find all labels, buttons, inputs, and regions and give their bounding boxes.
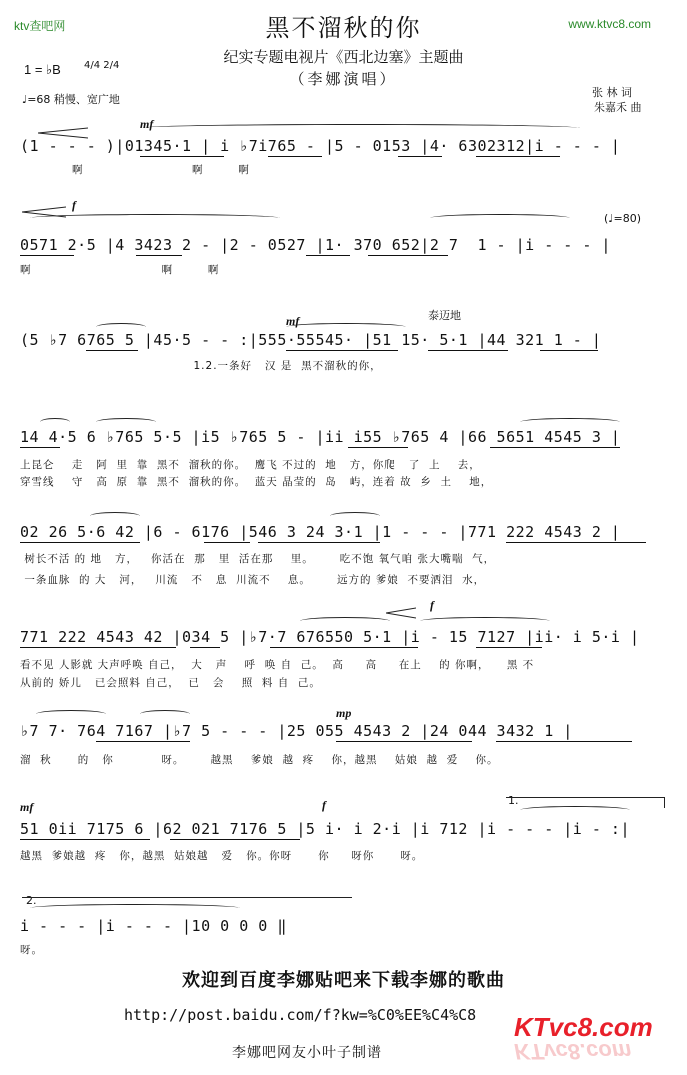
notation-row-1: (1 - - - )|01345·1 | i ♭7i765 - |5 - 0153 |4· 6302312|i - - - |: [20, 137, 621, 155]
notation-row-2: 0571 2·5 |4 3423 2 - |2 - 0527 |1· 370 652|2 7 1 - |i - - - |: [20, 236, 611, 254]
beam-underline: [268, 156, 322, 157]
score-maker-credit: 李娜吧网友小叶子制谱: [232, 1045, 382, 1061]
beam-underline: [476, 647, 542, 648]
beam-underline: [140, 156, 224, 157]
beam-underline: [490, 447, 620, 448]
composer-credit: 朱嘉禾 曲: [594, 101, 642, 114]
site-watermark-left: ktv查吧网: [14, 19, 66, 33]
dynamic-f: f: [322, 798, 326, 812]
phrase-slur: [420, 617, 550, 625]
dynamic-mp: mp: [336, 706, 352, 720]
beam-underline: [96, 741, 190, 742]
phrase-slur: [430, 214, 570, 222]
beam-underline: [20, 447, 60, 448]
beam-underline: [170, 839, 300, 840]
tie-slur: [96, 323, 146, 331]
lyric-row-3: 1.2.一条好 汉 是 黑不溜秋的你，: [20, 360, 382, 372]
phrase-slur: [286, 323, 406, 331]
tempo-change: (♩=80): [604, 212, 641, 225]
beam-underline: [348, 447, 408, 448]
tie-slur: [96, 418, 156, 426]
ktvc8-logo-reflection: KTvc8.com: [514, 1039, 632, 1064]
tie-slur: [40, 418, 70, 426]
dynamic-mf: mf: [140, 117, 154, 131]
lyric-row-5a: 树长不活 的 地 方， 你活在 那 里 活在那 里。 吃不饱 氧气咱 张大嘴喘 气，: [20, 553, 496, 565]
beam-underline: [20, 647, 176, 648]
notation-row-8: 51 0ii 7175 6 |62 021 7176 5 |5 i· i 2·i |i 712 |i - - - |i - :|: [20, 820, 630, 838]
baidu-url[interactable]: http://post.baidu.com/f?kw=%C0%EE%C4%C8: [124, 1006, 477, 1024]
lyric-row-1: 啊 啊 啊: [20, 164, 250, 176]
beam-underline: [86, 350, 138, 351]
beam-underline: [286, 350, 398, 351]
lyric-row-5b: 一条血脉 的 大 河， 川流 不 息 川流不 息。 远方的 爹娘 不要洒泪 水，: [20, 574, 486, 586]
phrase-slur: [140, 124, 580, 132]
ktvc8-logo: KTvc8.com: [514, 1012, 653, 1042]
dynamic-mf: mf: [20, 800, 34, 814]
lyric-row-6b: 从前的 娇儿 已会照料 自己， 已 会 照 料 自 己。: [20, 677, 321, 689]
phrase-slur: [30, 904, 240, 912]
volta-2: 2.: [26, 894, 37, 907]
crescendo-hairpin: [386, 604, 416, 616]
phrase-slur: [30, 214, 280, 222]
notation-row-3: (5 ♭7 6765 5 |45·5 - - :|555·55545· |51 15· 5·1 |44 321 1 - |: [20, 331, 602, 349]
time-signature: 4/4 2/4: [84, 60, 120, 71]
beam-underline: [190, 647, 220, 648]
site-watermark-right: www.ktvc8.com: [568, 17, 651, 31]
lyric-row-4b: 穿雪线 守 高 原 靠 黑不 溜秋的你。 蓝天 晶莹的 岛 屿，连着 故 乡 土 地，: [20, 476, 493, 488]
crescendo-hairpin: [38, 124, 88, 136]
beam-underline: [506, 542, 646, 543]
tie-slur: [520, 418, 620, 426]
notation-row-5: 02 26 5·6 42 |6 - 6176 |546 3 24 3·1 |1 - - - |771 222 4543 2 |: [20, 523, 621, 541]
dynamic-f: f: [72, 198, 76, 212]
beam-underline: [136, 255, 182, 256]
notation-row-9: i - - - |i - - - |10 0 0 0 ‖: [20, 917, 287, 935]
dynamic-f: f: [430, 598, 434, 612]
tie-slur: [330, 512, 380, 520]
lyric-row-2: 啊 啊 啊: [20, 264, 220, 276]
lyric-row-6a: 看不见 人影就 大声呼唤 自己， 大 声 呼 唤 自 己。 高 高 在上 的 你啊， 黑 不: [20, 659, 535, 671]
beam-underline: [428, 350, 508, 351]
beam-underline: [270, 647, 418, 648]
tempo-label-taimaidi: 泰迈地: [428, 309, 461, 322]
lyric-row-7: 溜 秋 的 你 呀。 越黑 爹娘 越 疼 你，越黑 姑娘 越 爱 你。: [20, 754, 499, 766]
notation-row-6: 771 222 4543 42 |034 5 |♭7·7 676550 5·1 |i - 15 7127 |ii· i 5·i |: [20, 628, 640, 646]
singer-line: （李娜演唱）: [289, 70, 398, 88]
dynamic-mf: mf: [286, 314, 300, 328]
beam-underline: [496, 741, 632, 742]
beam-underline: [368, 255, 448, 256]
tie-slur: [90, 512, 140, 520]
beam-underline: [336, 741, 472, 742]
song-title: 黑不溜秋的你: [265, 14, 422, 42]
song-subtitle: 纪实专题电视片《西北边塞》主题曲: [223, 48, 464, 66]
beam-underline: [540, 350, 598, 351]
tie-slur: [140, 710, 190, 718]
lyric-row-9: 呀。: [20, 944, 43, 956]
promo-text: 欢迎到百度李娜贴吧来下载李娜的歌曲: [182, 970, 505, 991]
beam-underline: [204, 542, 250, 543]
lyric-row-4a: 上昆仑 走 阿 里 靠 黑不 溜秋的你。 鹰飞 不过的 地 方，你爬 了 上 去，: [20, 459, 481, 471]
beam-underline: [20, 255, 74, 256]
tie-slur: [300, 617, 390, 625]
phrase-slur: [520, 806, 630, 814]
beam-underline: [20, 839, 150, 840]
notation-row-4: 14 4·5 6 ♭765 5·5 |i5 ♭765 5 - |ii i55 ♭765 4 |66 5651 4545 3 |: [20, 428, 621, 446]
beam-underline: [20, 542, 140, 543]
beam-underline: [476, 156, 560, 157]
tempo-marking: ♩=68 稍慢、宽广地: [22, 93, 120, 106]
notation-row-7: ♭7 7· 764 7167 |♭7 5 - - - |25 055 4543 2 |24 044 3432 1 |: [20, 722, 573, 740]
key-signature: 1 = ♭B: [24, 62, 61, 77]
beam-underline: [306, 255, 350, 256]
volta-1: 1.: [508, 794, 519, 807]
decrescendo-hairpin: [22, 203, 66, 215]
lyricist-credit: 张 林 词: [592, 86, 632, 99]
lyric-row-8: 越黑 爹娘越 疼 你，越黑 姑娘越 爱 你。你呀 你 呀你 呀。: [20, 850, 424, 862]
beam-underline: [258, 542, 380, 543]
tie-slur: [36, 710, 106, 718]
beam-underline: [398, 156, 442, 157]
